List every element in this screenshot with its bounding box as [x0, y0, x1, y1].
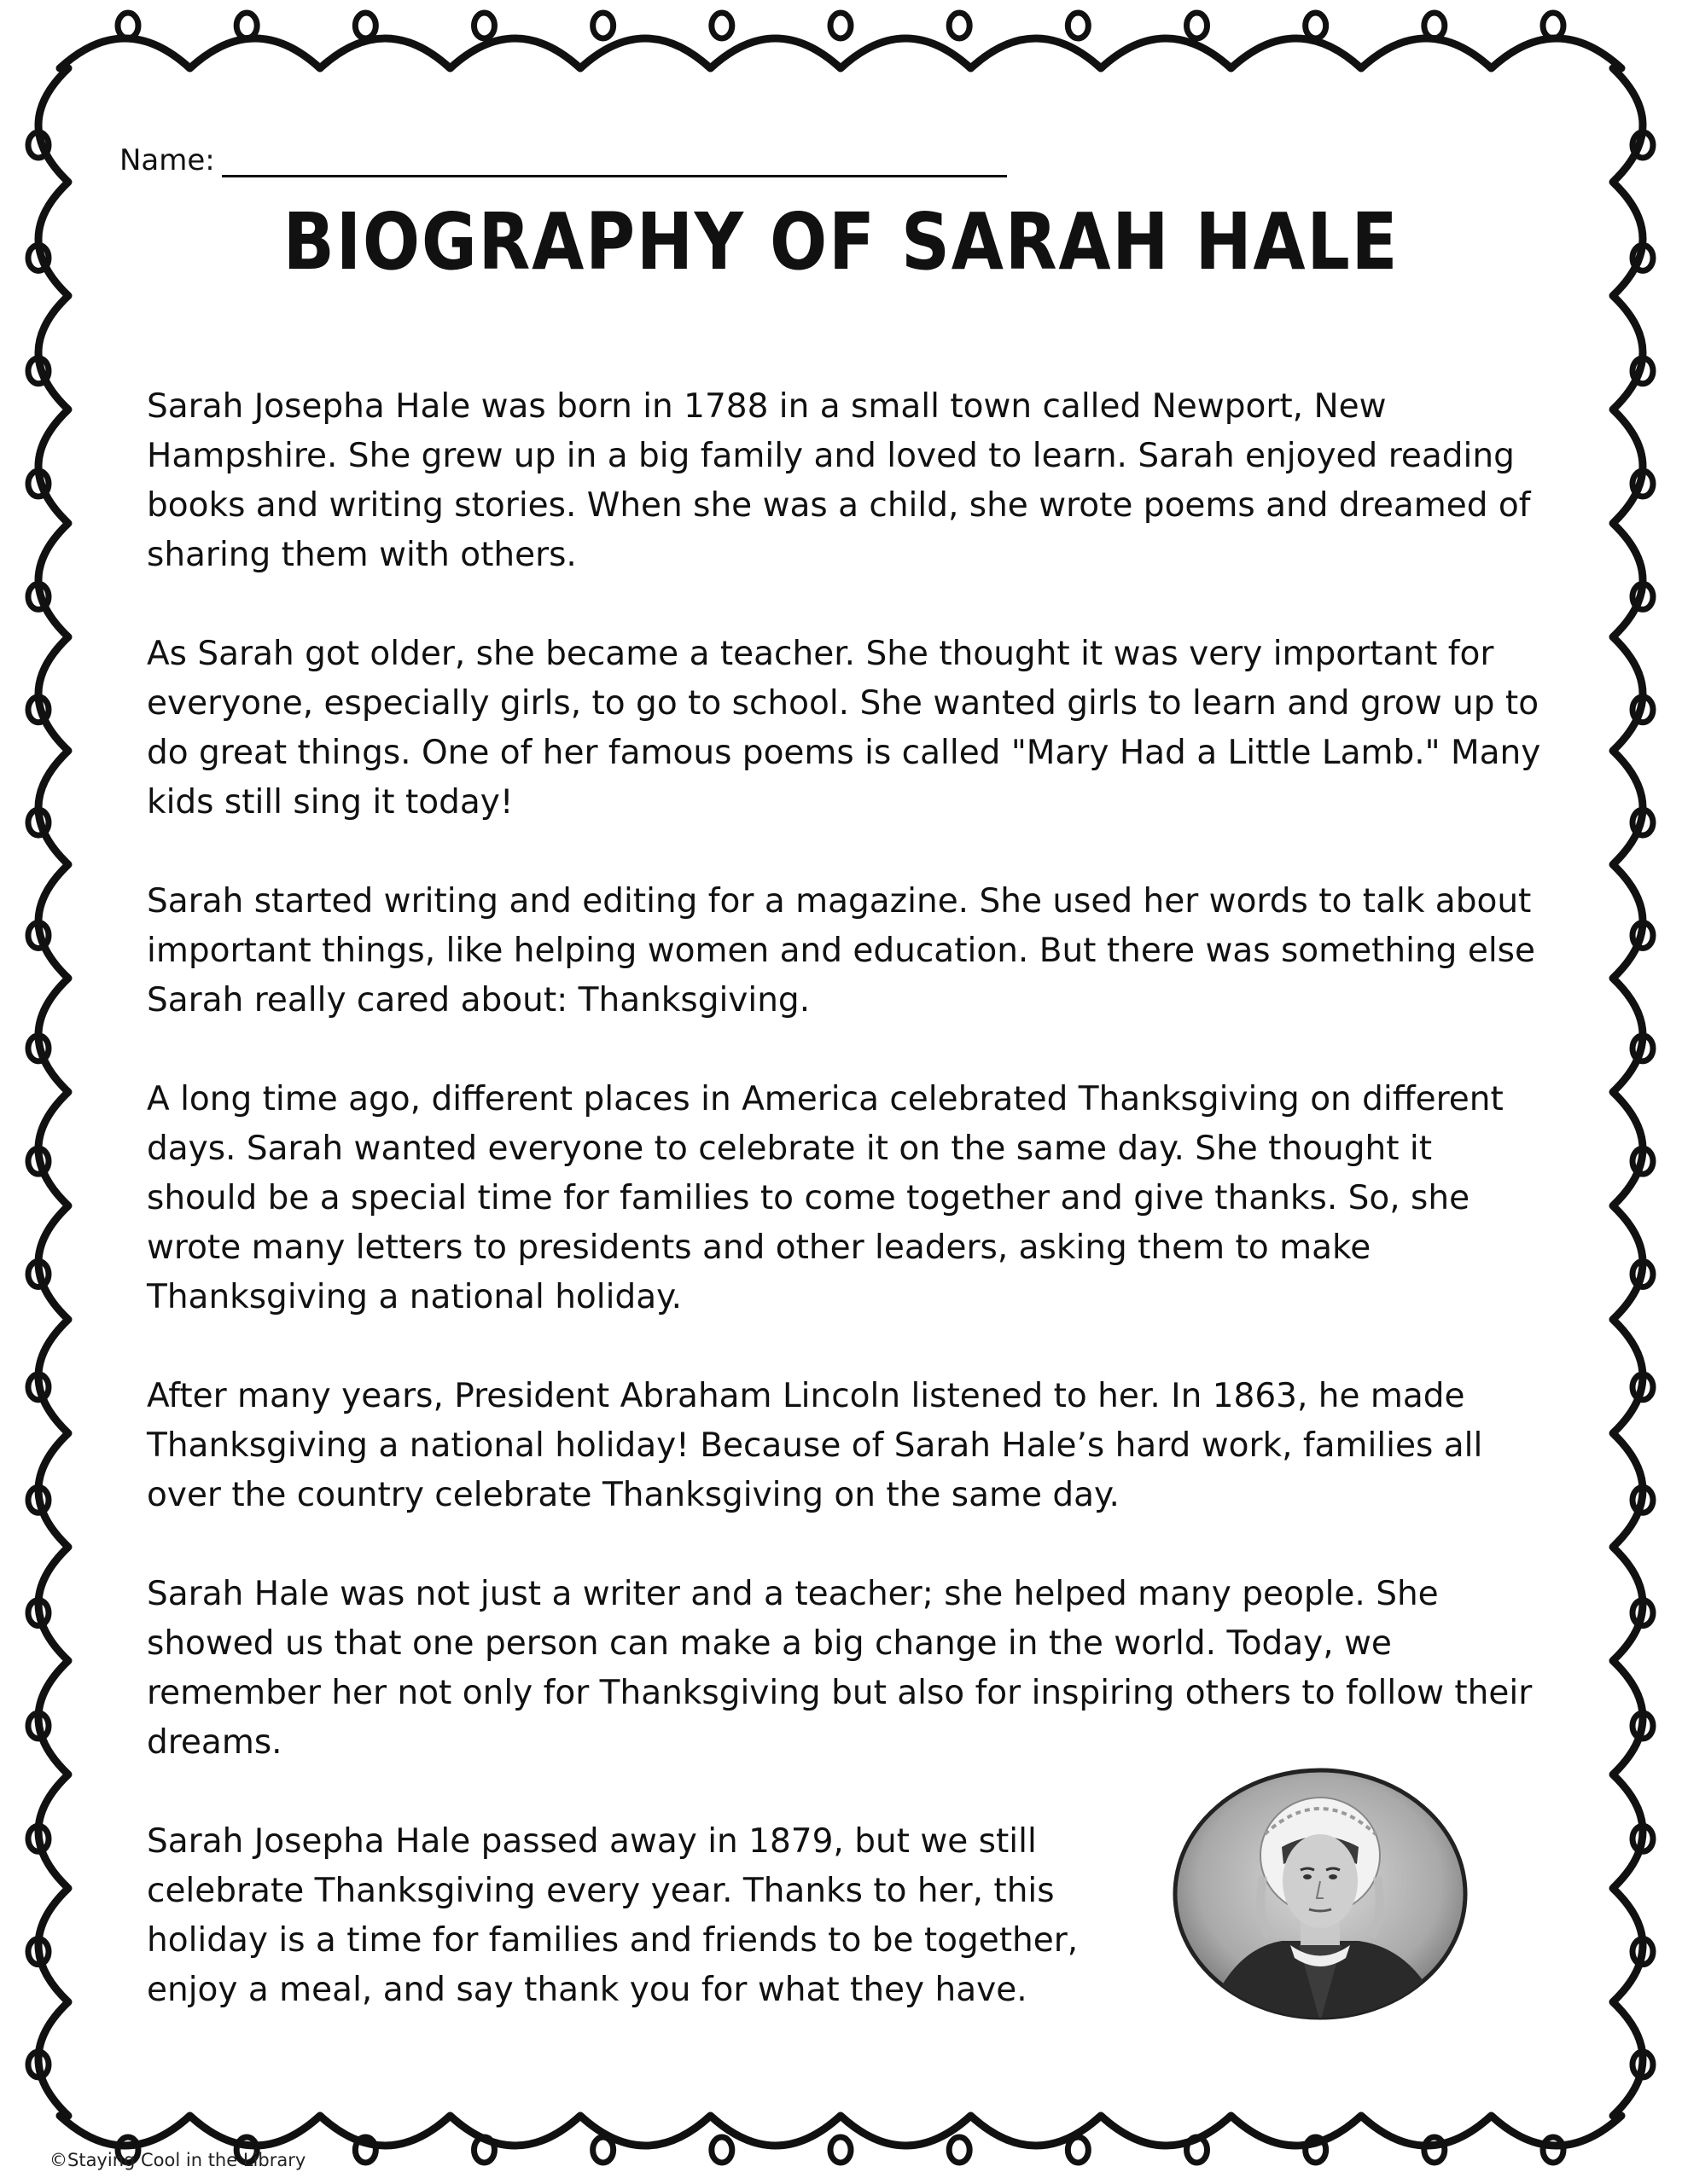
border-circle: [1068, 13, 1088, 38]
name-line[interactable]: [222, 144, 1007, 177]
border-circle: [949, 2137, 969, 2163]
border-circle: [1424, 2137, 1445, 2163]
border-circle: [712, 2137, 732, 2163]
border-circle: [593, 2137, 614, 2163]
border-circle: [1306, 13, 1326, 38]
sarah-hale-portrait: [1171, 1766, 1470, 2022]
paragraph-death: Sarah Josepha Hale passed away in 1879, but we still celebrate Thanksgiving every year. Thanks to her, this holiday is a time for families and friends to be together, enjoy a meal, and say thank you for what they have.: [147, 1822, 1079, 2009]
paragraph-teacher: As Sarah got older, she became a teacher. She thought it was very important for everyone, especially girls, to go to school. She wanted girls to learn and grow up to do great things. One of her famous poems is called "Mary Had a Little Lamb." Many kids still sing it today!: [147, 635, 1541, 822]
border-circle: [593, 13, 614, 38]
border-circle: [1543, 2137, 1563, 2163]
border-scallop-edge: [60, 2116, 1621, 2146]
border-circle: [1187, 13, 1208, 38]
border-scallop-edge: [1613, 68, 1643, 2116]
page-title: BIOGRAPHY OF SARAH HALE: [282, 196, 1400, 288]
border-circle: [1068, 2137, 1088, 2163]
border-circle: [236, 13, 257, 38]
border-circle: [949, 13, 969, 38]
paragraph-thanksgiving-letters: A long time ago, different places in America celebrated Thanksgiving on different days. Sarah wanted everyone to celebrate it on the same day. She thought it should be a special time for families to come together and give thanks. So, she wrote many letters to presidents and other leaders, asking them to make Thanksgiving a national holiday.: [147, 1080, 1504, 1316]
paragraph-early-life: Sarah Josepha Hale was born in 1788 in a small town called Newport, New Hampshire. She grew up in a big family and loved to learn. Sarah enjoyed reading books and writing stories. When she was a child, she wrote poems and dreamed of sharing them with others.: [147, 387, 1531, 574]
border-circle: [355, 13, 375, 38]
border-circle: [830, 13, 851, 38]
border-circle: [712, 13, 732, 38]
border-circle: [474, 13, 495, 38]
border-scallop-edge: [60, 38, 1621, 68]
border-scallop-edge: [38, 68, 68, 2116]
border-circle: [1424, 13, 1445, 38]
paragraph-magazine: Sarah started writing and editing for a magazine. She used her words to talk about important things, like helping women and education. But there was something else Sarah really cared about: Thanksgiving.: [147, 882, 1535, 1019]
border-circle: [830, 2137, 851, 2163]
paragraph-legacy: Sarah Hale was not just a writer and a teacher; she helped many people. She showed us that one person can make a big change in the world. Today, we remember her not only for Thanksgiving but also for inspiring others to follow their dreams.: [147, 1575, 1533, 1762]
copyright-footer: ©Staying Cool in the Library: [49, 2150, 306, 2170]
paragraph-lincoln: After many years, President Abraham Lincoln listened to her. In 1863, he made Thanksgiving a national holiday! Because of Sarah Hale’s hard work, families all over the country celebrate Thanksgiving on the same day.: [147, 1377, 1483, 1514]
name-field[interactable]: [119, 143, 1007, 177]
name-label: Name:: [119, 143, 215, 177]
